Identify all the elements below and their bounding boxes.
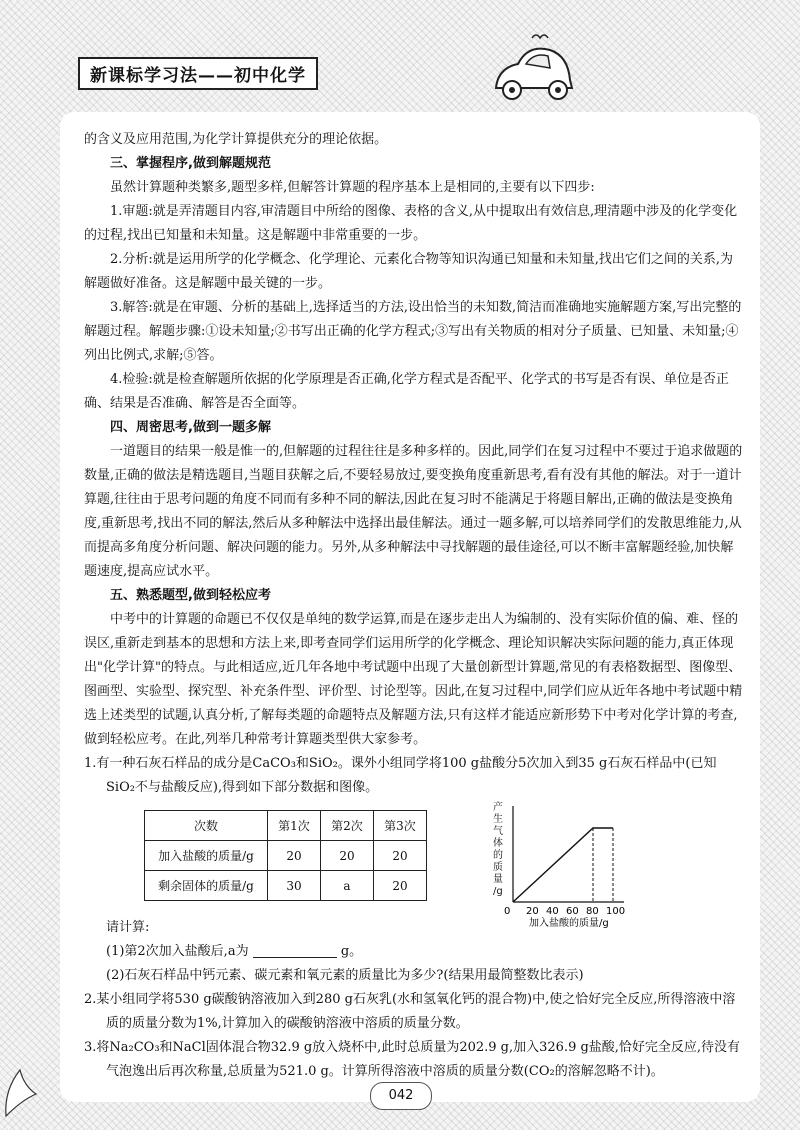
gas-mass-line xyxy=(513,828,613,902)
ylabel-char: 产 xyxy=(493,802,503,813)
paragraph: 一道题目的结果一般是惟一的,但解题的过程往往是多种多样的。因此,同学们在复习过程中不要过于追求做题的数量,正确的做法是精选题目,当题目获解之后,不要轻易放过,要变换角度重新思考,看有没有其他的解法。对于一道计算题,往往由于思考问题的角度不同而有多种不同的解法,因此在复习时不能满足于将题目解出,正确的做法是变换角度,重新思考,找出不同的解法,然后从多种解法中选择出最佳解法。通过一题多解,可以培养同学们的发散思维能力,从而提高多角度分析问题、解决问题的能力。另外,从多种解法中寻找解题的最佳途径,可以不断丰富解题经验,加快解题速度,提高应试水平。 xyxy=(84,444,743,579)
table-cell: 次数 xyxy=(145,811,268,841)
ylabel-char: 生 xyxy=(493,814,503,825)
origin-label: 0 xyxy=(504,906,511,917)
section-heading: 三、掌握程序,做到解题规范 xyxy=(110,156,271,171)
page-number: 042 xyxy=(370,1082,432,1110)
x-tick-label: 20 xyxy=(526,906,539,917)
main-content xyxy=(84,128,744,1084)
paragraph: 2.分析:就是运用所学的化学概念、化学理论、元素化合物等知识沟通已知量和未知量,找出它们之间的关系,为解题做好准备。这是解题中最关键的一步。 xyxy=(84,252,734,291)
question-1-sub1 xyxy=(84,940,744,964)
table-header-row xyxy=(145,811,427,841)
x-axis-label: 加入盐酸的质量/g xyxy=(529,918,609,928)
question-3: 3.将Na₂CO₃和NaCl固体混合物32.9 g放入烧杯中,此时总质量为202.9 g,加入326.9 g盐酸,恰好完全反应,待没有气泡逸出后再次称量,总质量为521.0 g。计算所得溶液中溶质的质量分数(CO₂的溶解忽略不计)。 xyxy=(84,1040,741,1079)
ylabel-char: /g xyxy=(493,886,503,897)
answer-blank xyxy=(253,943,337,958)
table-cell: 第2次 xyxy=(321,811,374,841)
table-cell: a xyxy=(321,871,374,901)
paragraph: 1.审题:就是弄清题目内容,审清题目中所给的图像、表格的含义,从中提取出有效信息,理清题中涉及的化学变化的过程,找出已知量和未知量。这是解题中非常重要的一步。 xyxy=(84,204,738,243)
table-row xyxy=(145,871,427,901)
section-heading: 四、周密思考,做到一题多解 xyxy=(110,420,271,435)
question-1-stem: 1.有一种石灰石样品的成分是CaCO₃和SiO₂。课外小组同学将100 g盐酸分5次加入到35 g石灰石样品中(已知SiO₂不与盐酸反应),得到如下部分数据和图像。 xyxy=(84,756,717,795)
table-cell: 20 xyxy=(374,871,427,901)
question-1-sub2: (2)石灰石样品中钙元素、碳元素和氧元素的质量比为多少?(结果用最简整数比表示) xyxy=(106,968,584,983)
table-row xyxy=(145,841,427,871)
ylabel-char: 质 xyxy=(493,862,503,873)
x-tick-label: 60 xyxy=(566,906,579,917)
paragraph: 虽然计算题种类繁多,题型多样,但解答计算题的程序基本上是相同的,主要有以下四步: xyxy=(110,180,595,195)
paragraph: 4.检验:就是检查解题所依据的化学原理是否正确,化学方程式是否配平、化学式的书写是否有误、单位是否正确、结果是否准确、解答是否全面等。 xyxy=(84,372,729,411)
ylabel-char: 的 xyxy=(493,850,503,861)
data-table xyxy=(144,810,427,901)
table-cell: 30 xyxy=(268,871,321,901)
table-cell: 20 xyxy=(268,841,321,871)
y-axis-label xyxy=(493,800,503,897)
ylabel-char: 量 xyxy=(493,874,503,885)
table-cell: 剩余固体的质量/g xyxy=(145,871,268,901)
paragraph: 的含义及应用范围,为化学计算提供充分的理论依据。 xyxy=(84,132,388,147)
gas-mass-graph xyxy=(489,798,704,928)
table-cell: 20 xyxy=(374,841,427,871)
page-header xyxy=(78,56,318,90)
sub1-text: (1)第2次加入盐酸后,a为 xyxy=(106,944,249,959)
page-curl-decoration-icon xyxy=(2,1060,42,1120)
x-tick-label: 40 xyxy=(546,906,559,917)
question-2: 2.某小组同学将530 g碳酸钠溶液加入到280 g石灰乳(水和氢氧化钙的混合物)中,使之恰好完全反应,所得溶液中溶质的质量分数为1%,计算加入的碳酸钠溶液中溶质的质量分数。 xyxy=(84,992,736,1031)
question-1-ask: 请计算: xyxy=(106,920,150,935)
car-illustration-icon xyxy=(488,30,578,110)
section-heading: 五、熟悉题型,做到轻松应考 xyxy=(110,588,271,603)
table-cell: 加入盐酸的质量/g xyxy=(145,841,268,871)
sub1-unit: g。 xyxy=(340,944,363,959)
ylabel-char: 体 xyxy=(493,838,503,849)
series-title: 新课标学习法——初中化学 xyxy=(78,57,318,90)
paragraph: 中考中的计算题的命题已不仅仅是单纯的数学运算,而是在逐步走出人为编制的、没有实际价值的偏、难、怪的误区,重新走到基本的思想和方法上来,即考查同学们运用所学的化学概念、理论知识解决实际问题的能力,真正体现出"化学计算"的特点。与此相适应,近几年各地中考试题中出现了大量创新型计算题,常见的有表格数据型、图像型、图画型、实验型、探究型、补充条件型、评价型、讨论型等。因此,在复习过程中,同学们应从近年各地中考试题中精选上述类型的试题,认真分析,了解每类题的命题特点及解题方法,只有这样才能适应新形势下中考对化学计算的考查,做到轻松应考。在此,列举几种常考计算题类型供大家参考。 xyxy=(84,612,743,747)
ylabel-char: 气 xyxy=(493,826,503,837)
table-cell: 第1次 xyxy=(268,811,321,841)
x-tick-label: 80 xyxy=(586,906,599,917)
paragraph: 3.解答:就是在审题、分析的基础上,选择适当的方法,设出恰当的未知数,简洁而准确地实施解题方案,写出完整的解题过程。解题步骤:①设未知量;②书写出正确的化学方程式;③写出有关物质的相对分子质量、已知量、未知量;④列出比例式,求解;⑤答。 xyxy=(84,300,742,363)
table-cell: 20 xyxy=(321,841,374,871)
x-tick-label: 100 xyxy=(606,906,626,917)
table-cell: 第3次 xyxy=(374,811,427,841)
